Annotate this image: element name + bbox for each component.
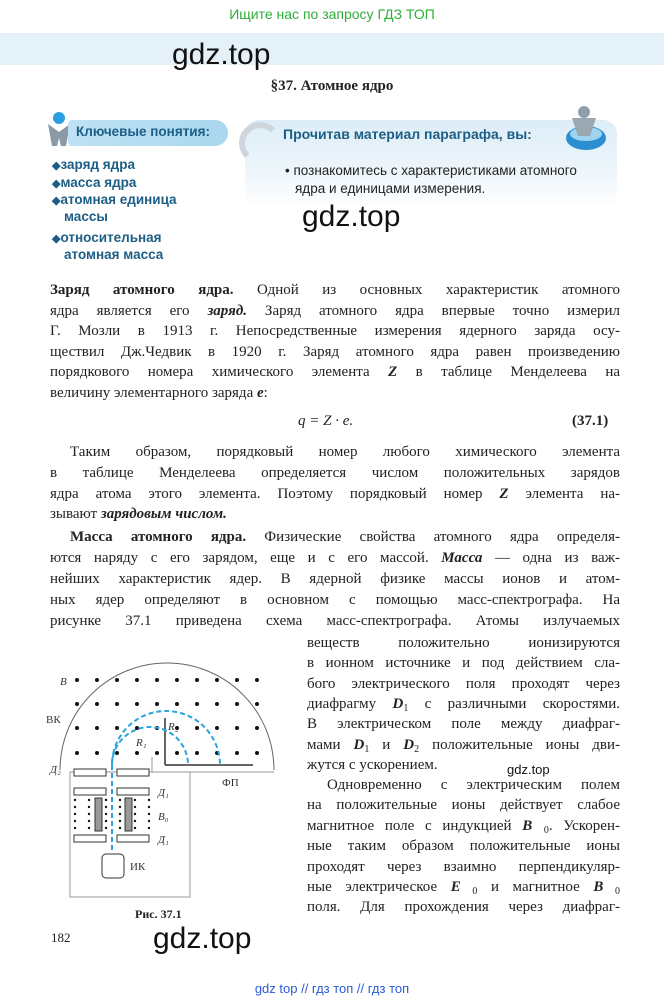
goals-heading: Прочитав материал параграфа, вы: xyxy=(283,126,532,142)
text-line xyxy=(307,897,620,917)
watermark: gdz.top xyxy=(302,200,401,233)
emphasis-text: Заряд атомного ядра. xyxy=(50,282,234,298)
label-ik: ИК xyxy=(130,861,146,873)
field-dot xyxy=(255,702,259,706)
reader-icon xyxy=(560,104,610,152)
field-dot xyxy=(148,806,150,808)
field-dot xyxy=(195,678,199,682)
emphasis-text: 0 xyxy=(472,886,478,897)
text-segment: Заряд атомного ядра впервые точно измерил xyxy=(247,302,620,319)
text-segment: положительные ионы дви- xyxy=(419,736,620,753)
vacuum-chamber-arc xyxy=(60,663,274,770)
bullet-icon: ◆ xyxy=(52,160,61,172)
text-segment: элемента на- xyxy=(508,485,620,502)
label-d1b: Д₁ xyxy=(158,834,169,846)
field-dot xyxy=(134,813,136,815)
field-dot xyxy=(155,678,159,682)
text-segment: : xyxy=(263,385,268,401)
text-segment: зывают xyxy=(50,506,101,523)
field-dot xyxy=(74,799,76,801)
emphasis-text: Масса xyxy=(441,550,483,566)
text-line xyxy=(307,633,620,653)
text-segment: Физические свойства атомного ядра определя- xyxy=(246,529,620,545)
bullet-icon: ◆ xyxy=(52,233,61,245)
key-concept-item xyxy=(64,246,163,263)
formula: q = Z · e. xyxy=(298,413,354,429)
emphasis-text: 2 xyxy=(414,743,420,755)
field-dot xyxy=(105,813,107,815)
text-segment: мами xyxy=(307,736,354,753)
field-dot xyxy=(88,813,90,815)
text-line xyxy=(50,321,620,341)
field-dot xyxy=(135,678,139,682)
field-dot xyxy=(95,702,99,706)
emphasis-text: B⃗ xyxy=(522,817,544,834)
field-dot xyxy=(95,726,99,730)
label-vk: ВК xyxy=(46,714,61,726)
field-dot xyxy=(119,799,121,801)
emphasis-text: B⃗ xyxy=(593,879,615,895)
text-segment: на положительные ионы действует слабое xyxy=(307,797,620,814)
text-segment: в таблице Менделеева определяется числом положительных зарядов xyxy=(50,464,620,481)
field-dot xyxy=(95,751,99,755)
key-concept-text: атомная единица xyxy=(60,192,177,207)
text-line xyxy=(307,836,620,856)
emphasis-text: Z xyxy=(388,364,398,381)
field-dot xyxy=(75,726,79,730)
field-dot xyxy=(88,820,90,822)
field-dot xyxy=(155,702,159,706)
text-line xyxy=(50,301,620,321)
key-concept-text: масса ядра xyxy=(60,175,137,190)
text-line xyxy=(50,569,620,589)
field-dot xyxy=(95,678,99,682)
footer-links[interactable]: gdz top // гдз топ // гдз топ xyxy=(254,981,410,996)
text-segment: с различными скоростями. xyxy=(408,695,620,712)
text-segment: ные электрическое xyxy=(307,879,451,895)
mass-spectrograph-figure xyxy=(0,640,300,902)
field-dot xyxy=(119,820,121,822)
text-line xyxy=(307,714,620,734)
field-dot xyxy=(115,702,119,706)
text-line xyxy=(50,280,620,300)
field-dot xyxy=(134,799,136,801)
decor-ring xyxy=(239,122,281,164)
field-dot xyxy=(215,678,219,682)
label-d2: Д₂ xyxy=(50,764,61,776)
page-number: 182 xyxy=(51,930,71,945)
text-segment: поля. Для прохождения через диафраг- xyxy=(307,899,620,916)
field-dot xyxy=(148,813,150,815)
text-line xyxy=(50,611,620,631)
field-dot xyxy=(105,820,107,822)
text-line xyxy=(50,504,227,524)
field-dot xyxy=(135,751,139,755)
field-dot xyxy=(175,702,179,706)
field-dot xyxy=(215,702,219,706)
text-line xyxy=(50,342,620,362)
key-concept-text: относительная xyxy=(60,230,162,245)
emphasis-text: D xyxy=(353,736,365,753)
field-dot xyxy=(235,702,239,706)
bullet-icon: ◆ xyxy=(52,178,61,190)
text-line xyxy=(307,674,620,694)
text-segment: ядра является его xyxy=(50,302,208,319)
text-segment: нейших характеристик ядер. В ядерной физике массы ионов и атом- xyxy=(50,571,620,587)
label-r2: R₂ xyxy=(168,721,179,733)
field-dot xyxy=(105,806,107,808)
emphasis-text: заряд. xyxy=(207,302,248,319)
emphasis-text: D xyxy=(403,736,415,753)
text-segment: порядкового номера химического элемента xyxy=(50,364,389,381)
text-line xyxy=(70,442,620,462)
field-dot xyxy=(255,678,259,682)
emphasis-text: E⃗ xyxy=(450,879,473,895)
field-dot xyxy=(195,726,199,730)
field-dot xyxy=(74,820,76,822)
text-line xyxy=(307,877,620,897)
text-segment: В электрическом поле между диафраг- xyxy=(307,716,620,733)
text-line xyxy=(50,383,268,403)
text-segment: ядра атома этого элемента. Поэтому порядковый номер xyxy=(50,485,500,502)
field-dot xyxy=(255,726,259,730)
field-dot xyxy=(105,799,107,801)
text-segment: и xyxy=(369,736,404,753)
field-dot xyxy=(134,806,136,808)
field-dot xyxy=(148,820,150,822)
text-segment: и магнитное xyxy=(477,879,594,895)
field-dot xyxy=(215,726,219,730)
key-concept-text: заряд ядра xyxy=(60,157,135,172)
text-segment: ных ядер определяют в основном с помощью масс-спектрографа. На xyxy=(50,592,620,608)
label-fp: ФП xyxy=(222,777,239,789)
watermark: gdz.top xyxy=(153,922,252,955)
text-segment: Таким образом, порядковый номер любого химического элемента xyxy=(70,444,620,460)
text-segment: величину элементарного заряда xyxy=(50,385,257,401)
field-dot xyxy=(115,726,119,730)
text-segment: веществ положительно ионизируются xyxy=(307,635,620,651)
text-segment: магнитное поле с индукцией xyxy=(307,817,523,834)
field-dot xyxy=(75,751,79,755)
field-dot xyxy=(235,678,239,682)
text-segment: Г. Мозли в 1913 г. Непосредственные измерения ядерного заряда осу- xyxy=(50,323,620,340)
emphasis-text: зарядовым числом. xyxy=(100,506,227,523)
text-line xyxy=(307,755,438,775)
text-line xyxy=(70,527,620,547)
goals-bullet-line: познакомитесь с характеристиками атомного xyxy=(293,163,577,178)
text-segment: рисунке 37.1 приведена схема масс-спектрографа. Атомы излучаемых xyxy=(50,613,620,629)
field-dot xyxy=(119,806,121,808)
field-dot xyxy=(88,827,90,829)
field-dot xyxy=(74,827,76,829)
field-dot xyxy=(134,820,136,822)
text-segment: в таблице Менделеева на xyxy=(397,364,620,381)
key-concepts-heading: Ключевые понятия: xyxy=(76,124,210,139)
emphasis-text: 1 xyxy=(403,702,409,714)
field-dot xyxy=(75,678,79,682)
label-b0: B₀ xyxy=(158,811,169,823)
field-dot xyxy=(148,827,150,829)
text-line xyxy=(50,590,620,610)
text-segment: ные таким образом положительные ионы xyxy=(307,838,620,855)
field-dot xyxy=(134,827,136,829)
field-dot xyxy=(105,827,107,829)
emphasis-text: 0 xyxy=(543,824,549,836)
text-segment: Одновременно с электрическим полем xyxy=(327,777,620,793)
field-dot xyxy=(255,751,259,755)
field-dot xyxy=(195,702,199,706)
text-segment: бого электрического поля проходят через xyxy=(307,675,620,692)
key-concept-item xyxy=(52,156,135,175)
emphasis-text: Z xyxy=(499,485,509,502)
field-dot xyxy=(175,751,179,755)
field-dot xyxy=(155,751,159,755)
text-segment: в ионном источнике и под действием сла- xyxy=(307,655,620,672)
goals-bullet-line: ядра и единицами измерения. xyxy=(295,181,486,196)
figure-caption: Рис. 37.1 xyxy=(135,907,182,921)
text-line xyxy=(50,463,620,483)
field-dot xyxy=(74,806,76,808)
emphasis-text: e xyxy=(256,385,264,401)
field-dot xyxy=(119,827,121,829)
field-dot xyxy=(88,806,90,808)
text-line xyxy=(307,653,620,673)
field-dot xyxy=(75,702,79,706)
text-line xyxy=(327,775,620,795)
emphasis-text: 1 xyxy=(364,743,370,755)
key-concept-text: атомная масса xyxy=(64,247,164,262)
emphasis-text: 0 xyxy=(615,886,620,897)
ion-source xyxy=(102,854,124,878)
field-dot xyxy=(115,678,119,682)
label-b: B xyxy=(60,676,67,688)
text-segment: ются наряду с его зарядом, еще и с его массой. xyxy=(50,550,442,566)
text-line xyxy=(307,857,620,877)
text-line xyxy=(307,816,620,836)
field-dot xyxy=(195,751,199,755)
text-segment: диафрагму xyxy=(307,695,393,712)
field-dot xyxy=(115,751,119,755)
bullet-icon: ◆ xyxy=(52,195,61,207)
watermark: gdz.top xyxy=(507,762,550,777)
text-line xyxy=(307,795,620,815)
label-r1: R₁ xyxy=(136,737,147,749)
goals-bullet: • познакомитесь с характеристиками атомного ядра и единицами измерения. xyxy=(285,163,577,196)
field-dot xyxy=(135,702,139,706)
field-dot xyxy=(119,813,121,815)
page-title: §37. Атомное ядро xyxy=(270,78,394,94)
key-concept-item xyxy=(64,208,108,225)
text-segment: . Ускорен- xyxy=(548,817,620,834)
top-banner[interactable]: Ищите нас по запросу ГДЗ ТОП xyxy=(229,6,435,22)
text-line xyxy=(50,362,620,382)
field-dot xyxy=(235,726,239,730)
key-concept-text: массы xyxy=(64,209,108,224)
text-line xyxy=(307,735,620,755)
key-concepts-header xyxy=(68,120,228,146)
text-line xyxy=(50,484,620,504)
text-segment: Одной из основных характеристик атомного xyxy=(233,282,620,298)
label-d1a: Д₁ xyxy=(158,787,169,799)
emphasis-text: Масса атомного ядра. xyxy=(70,529,247,545)
field-dot xyxy=(235,751,239,755)
field-dot xyxy=(88,799,90,801)
watermark: gdz.top xyxy=(172,38,271,71)
text-segment: ществил Дж.Чедвик в 1920 г. Заряд атомного ядра равен произведению xyxy=(50,343,620,360)
text-line xyxy=(50,548,620,568)
text-segment: жутся с ускорением. xyxy=(307,756,438,773)
field-dot xyxy=(74,813,76,815)
text-segment: — одна из важ- xyxy=(482,550,620,566)
header-band xyxy=(0,33,664,65)
formula-number: (37.1) xyxy=(572,413,609,429)
text-segment: проходят через взаимно перпендикуляр- xyxy=(307,858,620,875)
field-dot xyxy=(148,799,150,801)
field-dot xyxy=(175,678,179,682)
emphasis-text: D xyxy=(392,695,404,712)
text-line xyxy=(307,694,620,714)
